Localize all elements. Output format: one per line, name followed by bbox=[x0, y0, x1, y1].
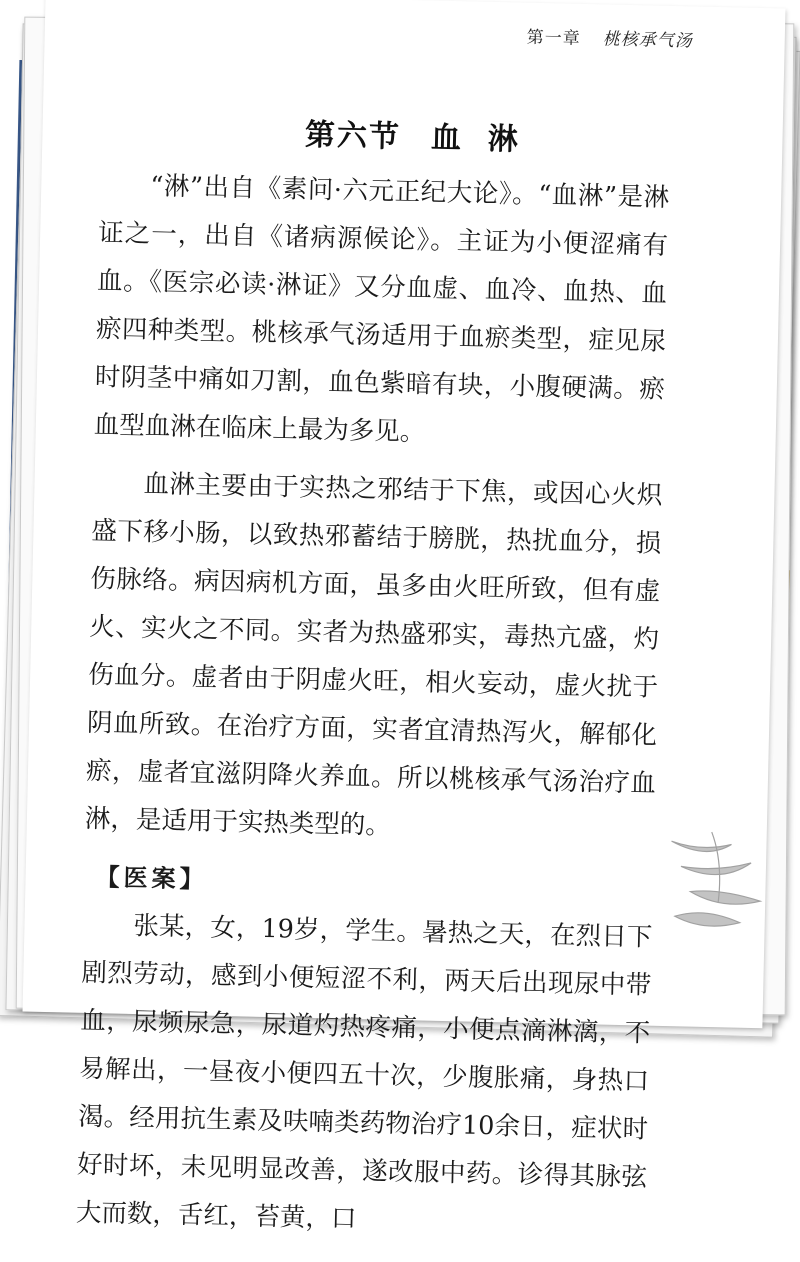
chapter-label: 第一章 bbox=[526, 27, 581, 49]
section-name: 血 淋 bbox=[430, 120, 521, 158]
paragraph: “淋”出自《素问·六元正纪大论》。“血淋”是淋证之一，出自《诸病源候论》。主证为小便涩痛有血。《医宗必读·淋证》又分血虚、血冷、血热、血瘀四种类型。桃核承气汤适用于血瘀类型，症见尿时阴茎中痛如刀割，血色紫暗有块，小腹硬满。瘀血型血淋在临床上最为多见。 bbox=[93, 171, 670, 448]
section-title bbox=[42, 104, 783, 165]
book-page bbox=[23, 0, 786, 1235]
case-heading: 【医案】 bbox=[95, 863, 208, 894]
running-header bbox=[527, 23, 694, 52]
body-text bbox=[75, 161, 669, 1260]
case-paragraph: 张某，女，19岁，学生。暑热之天，在烈日下剧烈劳动，感到小便短涩不利，两天后出现尿中带血，尿频尿急，尿道灼热疼痛，小便点滴淋漓，不易解出，一昼夜小便四五十次，少腹胀痛，身热口渴。经用抗生素及呋喃类药物治疗10余日，症状时好时坏，未见明显改善，遂改服中药。诊得其脉弦大而数，舌红，苔黄，口 bbox=[75, 910, 653, 1235]
section-number: 第六节 bbox=[304, 117, 402, 155]
bamboo-illustration bbox=[659, 821, 772, 943]
prescription-name: 桃核承气汤 bbox=[602, 29, 693, 52]
paragraph: 血淋主要由于实热之邪结于下焦，或因心火炽盛下移小肠，以致热邪蓄结于膀胱，热扰血分，损伤脉络。病因病机方面，虽多由火旺所致，但有虚火、实火之不同。实者为热盛邪实，毒热亢盛，灼伤血分。虚者由于阴虚火旺，相火妄动，虚火扰于阴血所致。在治疗方面，实者宜清热泻火，解郁化瘀，虚者宜滋阴降火养血。所以桃核承气汤治疗血淋，是适用于实热类型的。 bbox=[84, 469, 663, 841]
